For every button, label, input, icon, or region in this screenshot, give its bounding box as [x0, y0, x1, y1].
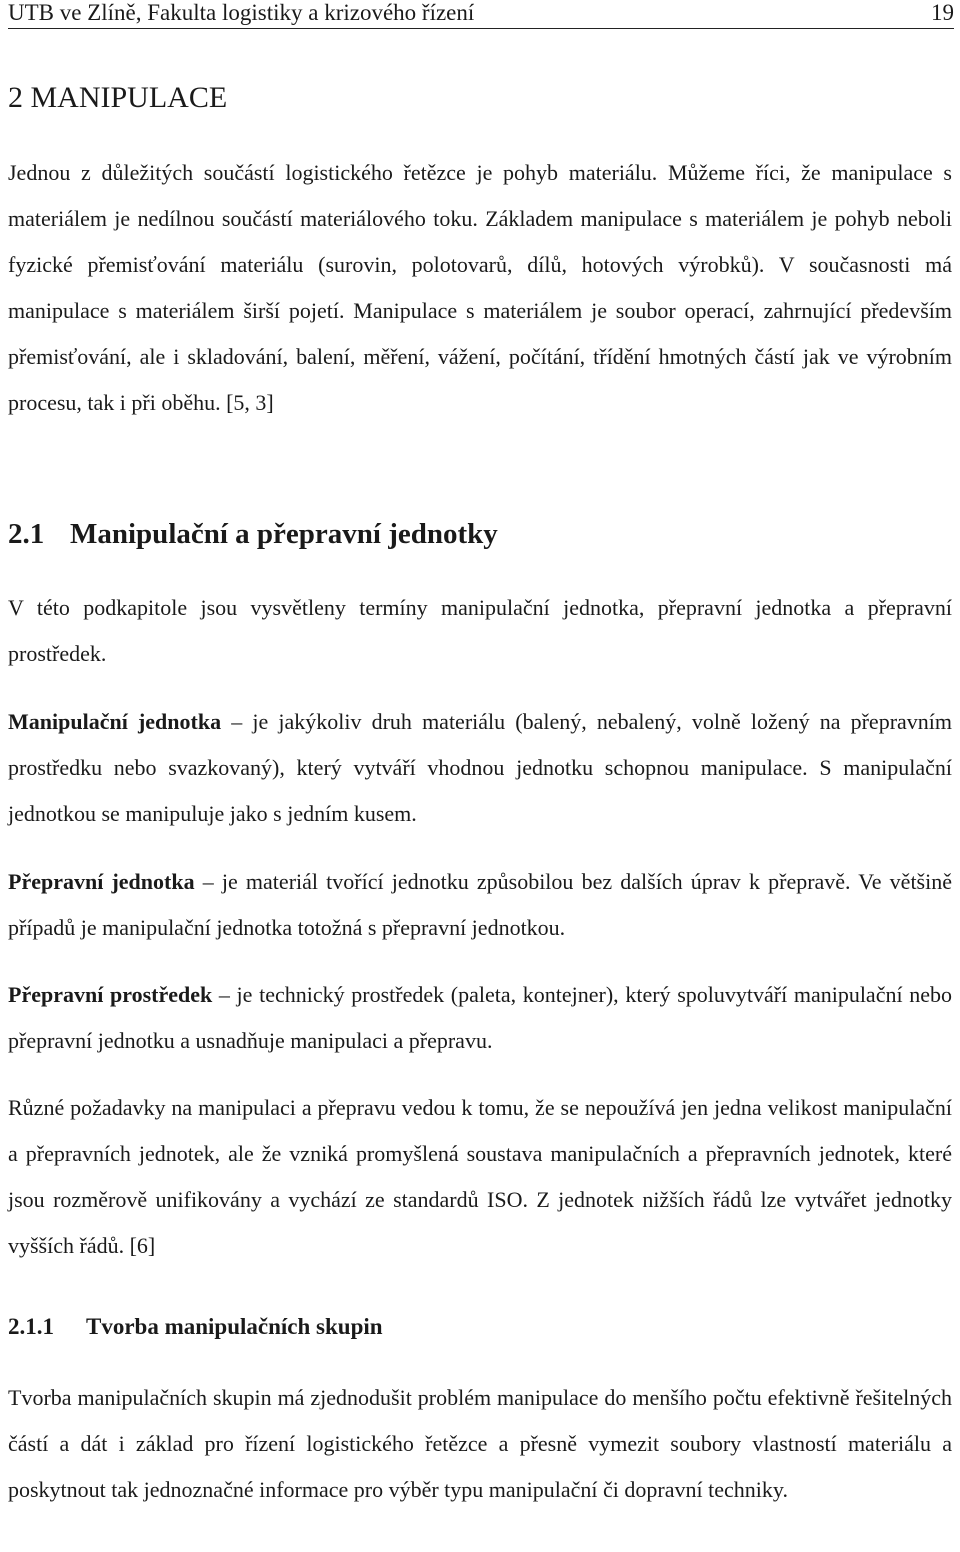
chapter-title: 2 MANIPULACE — [8, 81, 228, 114]
subsection-number: 2.1.1 — [8, 1314, 54, 1339]
header-institution: UTB ve Zlíně, Fakulta logistiky a krizového řízení — [8, 0, 475, 25]
definition-text: je materiál tvořící jednotku způsobilou bez dalších úprav k přepravě. Ve většině případů je manipulační jednotka totožná s přepravní jednotkou. — [8, 869, 952, 940]
definition-paragraph — [8, 859, 952, 951]
section-heading — [8, 516, 498, 552]
definition-term: Přepravní prostředek — [8, 982, 213, 1007]
section-closing-paragraph: Různé požadavky na manipulaci a přepravu vedou k tomu, že se nepoužívá jen jedna velikost manipulační a přepravních jednotek, ale že vzniká promyšlená soustava manipulačních a přepravních jednotek, které jsou rozměrově unifikovány a vychází ze standardů ISO. Z jednotek nižších řádů lze vytvářet jednotky vyšších řádů. [6] — [8, 1095, 952, 1258]
section-title: Manipulační a přepravní jednotky — [70, 518, 498, 550]
subsection-title: Tvorba manipulačních skupin — [86, 1314, 383, 1339]
section-number: 2.1 — [8, 518, 45, 550]
definition-term: Manipulační jednotka — [8, 709, 222, 734]
definition-dash: – — [218, 982, 230, 1007]
definition-dash: – — [202, 869, 214, 894]
definition-text: je jakýkoliv druh materiálu (balený, nebalený, volně ložený na přepravním prostředku nebo svazkovaný), který vytváří vhodnou jednotku schopnou manipulace. S manipulační jednotkou se manipuluje jako s jedním kusem. — [8, 709, 953, 826]
page-header — [8, 0, 954, 29]
definition-dash: – — [231, 709, 243, 734]
subsection-heading — [8, 1312, 383, 1342]
definition-paragraph — [8, 972, 952, 1064]
subsection-paragraph: Tvorba manipulačních skupin má zjednodušit problém manipulace do menšího počtu efektivně řešitelných částí a dát i základ pro řízení logistického řetězce a přesně vymezit soubory vlastností materiálu a poskytnout tak jednoznačné informace pro výběr typu manipulační či dopravní techniky. — [8, 1385, 952, 1502]
chapter-intro-paragraph: Jednou z důležitých součástí logistického řetězce je pohyb materiálu. Můžeme říci, že manipulace s materiálem je nedílnou součástí materiálového toku. Základem manipulace s materiálem je pohyb neboli fyzické přemisťování materiálu (surovin, polotovarů, dílů, hotových výrobků). V současnosti má manipulace s materiálem širší pojetí. Manipulace s materiálem je soubor operací, zahrnující především přemisťování, ale i skladování, balení, měření, vážení, počítání, třídění hmotných částí jak ve výrobním procesu, tak i při oběhu. [5, 3] — [8, 160, 952, 415]
definition-term: Přepravní jednotka — [8, 869, 195, 894]
definition-text: je technický prostředek (paleta, kontejner), který spoluvytváří manipulační nebo přepravní jednotku a usnadňuje manipulaci a přepravu. — [8, 982, 952, 1053]
section-intro-paragraph: V této podkapitole jsou vysvětleny termíny manipulační jednotka, přepravní jednotka a přepravní prostředek. — [8, 595, 952, 666]
definition-paragraph — [8, 699, 952, 837]
header-page-number: 19 — [931, 0, 954, 25]
